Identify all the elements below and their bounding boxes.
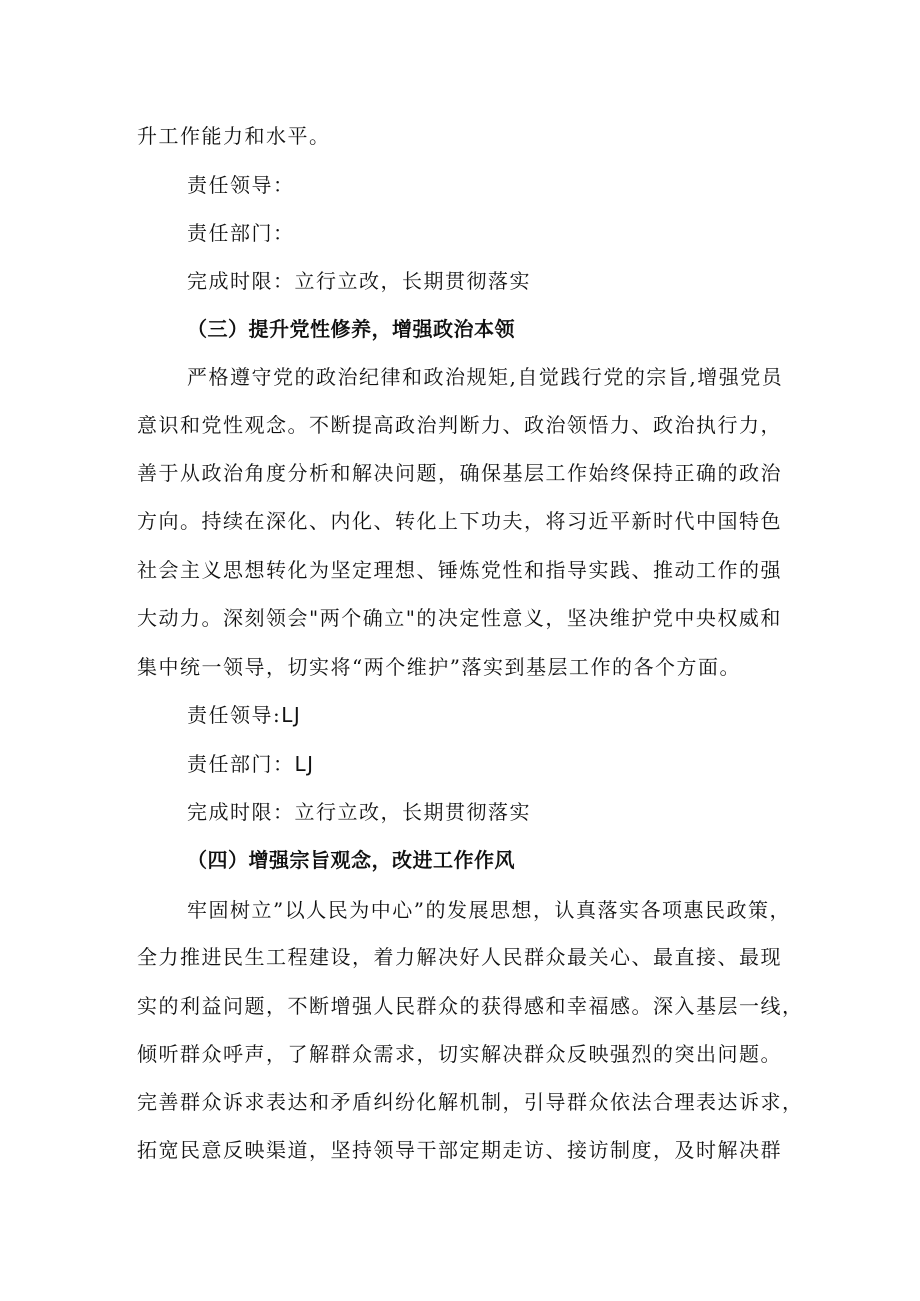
paragraph-line: 倾听群众呼声，了解群众需求，切实解决群众反映强烈的突出问题。 (137, 1042, 782, 1066)
paragraph-line: 大动力。深刻领会"两个确立"的决定性意义，坚决维护党中央权威和 (137, 606, 782, 630)
deadline-line: 完成时限：立行立改，长期贯彻落实 (187, 269, 531, 293)
section-heading: （三）提升党性修养，增强政治本领 (187, 317, 515, 341)
paragraph-line: 方向。持续在深化、内化、转化上下功夫，将习近平新时代中国特色 (137, 509, 782, 533)
paragraph-line: 实的利益问题，不断增强人民群众的获得感和幸福感。深入基层一线， (137, 994, 804, 1018)
responsible-department-label: 责任部门： (187, 221, 295, 245)
paragraph-line: 牢固树立”以人民为中心”的发展思想，认真落实各项惠民政策， (187, 898, 791, 922)
responsible-leader-line (187, 170, 847, 200)
paragraph-line: 善于从政治角度分析和解决问题，确保基层工作始终保持正确的政治 (137, 461, 782, 485)
section-heading: （四）增强宗旨观念，改进工作作风 (187, 848, 515, 872)
responsible-leader-label: 责任领导: (187, 703, 282, 727)
paragraph-line: 意识和党性观念。不断提高政治判断力、政治领悟力、政治执行力， (137, 413, 782, 437)
paragraph-line: 严格遵守党的政治纪律和政治规矩,自觉践行党的宗旨,增强党员 (187, 365, 784, 389)
paragraph-line: 升工作能力和水平。 (137, 124, 331, 148)
responsible-leader-value: LJ (281, 703, 302, 727)
paragraph-line: 集中统一领导，切实将“两个维护”落实到基层工作的各个方面。 (137, 655, 741, 679)
paragraph-line: 完善群众诉求表达和矛盾纠纷化解机制，引导群众依法合理表达诉求， (137, 1090, 804, 1114)
responsible-leader-label: 责任领导： (187, 173, 295, 197)
responsible-department-label: 责任部门： (187, 752, 295, 776)
responsible-department-line (187, 749, 847, 779)
responsible-leader-line (187, 700, 847, 730)
deadline-line: 完成时限：立行立改，长期贯彻落实 (187, 800, 531, 824)
paragraph-line: 社会主义思想转化为坚定理想、锤炼党性和指导实践、推动工作的强 (137, 558, 782, 582)
paragraph-line: 拓宽民意反映渠道，坚持领导干部定期走访、接访制度，及时解决群 (137, 1138, 782, 1162)
paragraph-line: 全力推进民生工程建设，着力解决好人民群众最关心、最直接、最现 (137, 945, 782, 969)
responsible-department-value: LJ (294, 752, 315, 776)
responsible-department-line (187, 218, 847, 248)
